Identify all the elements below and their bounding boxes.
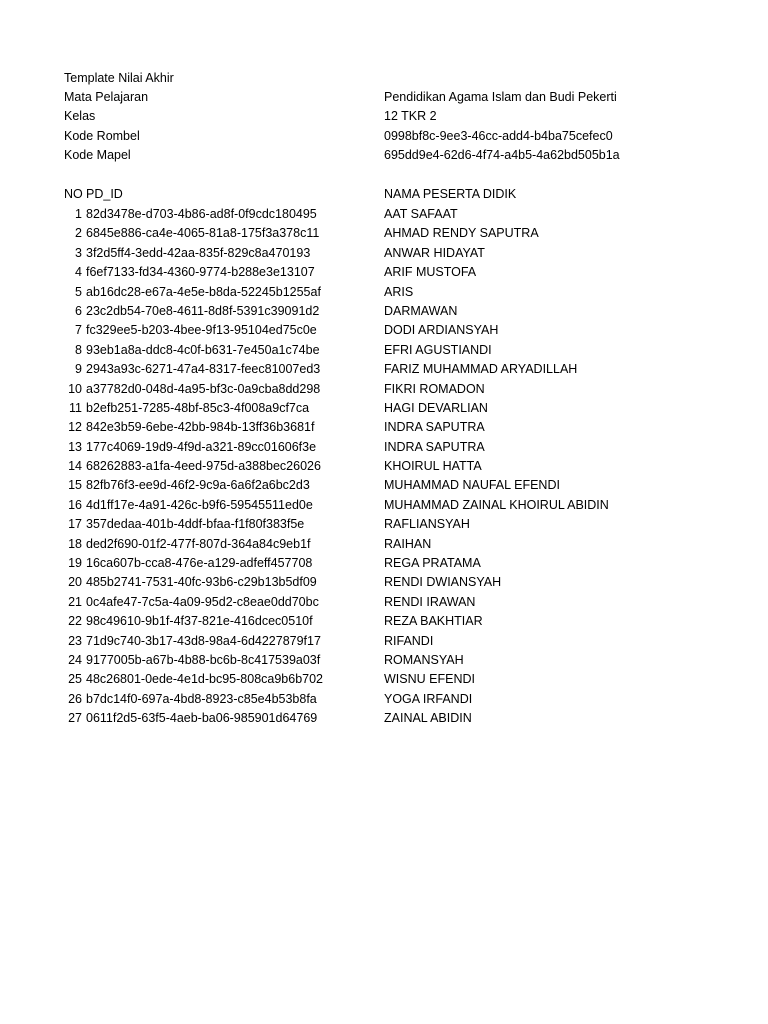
table-row	[0, 438, 768, 457]
row-number: 7	[75, 323, 82, 338]
table-row	[0, 612, 768, 631]
table-row	[0, 515, 768, 534]
row-pd-id: 82d3478e-d703-4b86-ad8f-0f9cdc180495	[86, 207, 317, 221]
table-row	[0, 244, 768, 263]
table-row	[0, 321, 768, 340]
table-row	[0, 457, 768, 476]
row-student-name: KHOIRUL HATTA	[384, 459, 482, 474]
row-student-name: EFRI AGUSTIANDI	[384, 342, 492, 357]
row-number: 19	[68, 556, 82, 571]
row-student-name: REZA BAKHTIAR	[384, 614, 483, 629]
table-row	[0, 554, 768, 573]
table-row	[0, 341, 768, 360]
table-row	[0, 709, 768, 728]
row-student-name: MUHAMMAD ZAINAL KHOIRUL ABIDIN	[384, 497, 609, 512]
row-number: 11	[69, 400, 82, 415]
row-number: 6	[75, 303, 82, 318]
field-label-kode-rombel: Kode Rombel	[64, 129, 140, 143]
column-header-no: NO	[64, 187, 83, 201]
row-pd-id: 71d9c740-3b17-43d8-98a4-6d4227879f17	[86, 633, 321, 648]
table-row	[0, 690, 768, 709]
row-number: 5	[75, 284, 82, 299]
row-pd-id: 98c49610-9b1f-4f37-821e-416dcec0510f	[86, 614, 313, 629]
row-student-name: RAFLIANSYAH	[384, 517, 470, 532]
row-pd-id: 2943a93c-6271-47a4-8317-feec81007ed3	[86, 362, 321, 377]
row-pd-id: 0c4afe47-7c5a-4a09-95d2-c8eae0dd70bc	[86, 594, 319, 609]
row-student-name: RENDI IRAWAN	[384, 594, 476, 609]
table-row	[0, 632, 768, 651]
row-pd-id: 842e3b59-6ebe-42bb-984b-13ff36b3681f	[86, 420, 315, 435]
table-row	[0, 205, 768, 224]
row-student-name: RENDI DWIANSYAH	[384, 575, 502, 590]
field-label-kelas: Kelas	[64, 109, 96, 123]
row-pd-id: 9177005b-a67b-4b88-bc6b-8c417539a03f	[86, 652, 321, 667]
row-pd-id: 23c2db54-70e8-4611-8d8f-5391c39091d2	[86, 303, 320, 318]
row-pd-id: 485b2741-7531-40fc-93b6-c29b13b5df09	[86, 575, 317, 590]
table-row	[0, 360, 768, 379]
document-title: Template Nilai Akhir	[64, 71, 174, 85]
row-pd-id: 93eb1a8a-ddc8-4c0f-b631-7e450a1c74be	[86, 342, 320, 357]
row-number: 23	[68, 633, 82, 648]
table-row	[0, 283, 768, 302]
row-student-name: ARIF MUSTOFA	[384, 265, 477, 280]
row-pd-id: 3f2d5ff4-3edd-42aa-835f-829c8a470193	[86, 245, 311, 260]
row-student-name: YOGA IRFANDI	[384, 691, 473, 706]
table-row	[0, 224, 768, 243]
table-row	[0, 476, 768, 495]
table-row	[0, 496, 768, 515]
table-row	[0, 263, 768, 282]
row-student-name: MUHAMMAD NAUFAL EFENDI	[384, 478, 560, 493]
row-number: 9	[75, 362, 82, 377]
row-number: 16	[68, 497, 82, 512]
column-header-pdid: PD_ID	[86, 187, 123, 201]
row-number: 20	[68, 575, 82, 590]
row-number: 15	[68, 478, 82, 493]
table-row	[0, 380, 768, 399]
table-row	[0, 573, 768, 592]
row-pd-id: b2efb251-7285-48bf-85c3-4f008a9cf7ca	[86, 400, 310, 415]
row-pd-id: ab16dc28-e67a-4e5e-b8da-52245b1255af	[86, 284, 321, 299]
row-student-name: WISNU EFENDI	[384, 672, 475, 687]
row-pd-id: 0611f2d5-63f5-4aeb-ba06-985901d64769	[86, 711, 318, 726]
table-row	[0, 651, 768, 670]
field-label-mata-pelajaran: Mata Pelajaran	[64, 90, 149, 104]
row-number: 4	[75, 265, 82, 280]
row-student-name: DARMAWAN	[384, 303, 458, 318]
table-row	[0, 535, 768, 554]
row-pd-id: ded2f690-01f2-477f-807d-364a84c9eb1f	[86, 536, 311, 551]
table-row	[0, 418, 768, 437]
row-pd-id: 16ca607b-cca8-476e-a129-adfeff457708	[86, 556, 313, 571]
row-pd-id: a37782d0-048d-4a95-bf3c-0a9cba8dd298	[86, 381, 321, 396]
row-student-name: RAIHAN	[384, 536, 432, 551]
table-row	[0, 593, 768, 612]
row-student-name: AHMAD RENDY SAPUTRA	[384, 226, 539, 241]
row-student-name: ANWAR HIDAYAT	[384, 245, 485, 260]
field-value-kelas: 12 TKR 2	[384, 109, 437, 123]
row-pd-id: 48c26801-0ede-4e1d-bc95-808ca9b6b702	[86, 672, 324, 687]
row-number: 13	[68, 439, 82, 454]
row-pd-id: f6ef7133-fd34-4360-9774-b288e3e13107	[86, 265, 315, 280]
row-student-name: RIFANDI	[384, 633, 434, 648]
table-row	[0, 399, 768, 418]
row-student-name: FARIZ MUHAMMAD ARYADILLAH	[384, 362, 578, 377]
row-student-name: DODI ARDIANSYAH	[384, 323, 499, 338]
row-number: 21	[68, 594, 82, 609]
row-student-name: AAT SAFAAT	[384, 207, 458, 221]
row-number: 27	[68, 711, 82, 726]
row-student-name: REGA PRATAMA	[384, 556, 481, 571]
row-student-name: FIKRI ROMADON	[384, 381, 485, 396]
row-number: 1	[75, 207, 82, 221]
student-list	[0, 205, 768, 729]
row-pd-id: 4d1ff17e-4a91-426c-b9f6-59545511ed0e	[86, 497, 313, 512]
row-pd-id: 6845e886-ca4e-4065-81a8-175f3a378c11	[86, 226, 320, 241]
row-number: 2	[75, 226, 82, 241]
row-student-name: ARIS	[384, 284, 414, 299]
row-pd-id: b7dc14f0-697a-4bd8-8923-c85e4b53b8fa	[86, 691, 317, 706]
row-number: 26	[68, 691, 82, 706]
row-number: 14	[68, 459, 82, 474]
row-number: 18	[68, 536, 82, 551]
field-value-kode-mapel: 695dd9e4-62d6-4f74-a4b5-4a62bd505b1a	[384, 148, 620, 162]
field-label-kode-mapel: Kode Mapel	[64, 148, 131, 162]
row-number: 10	[68, 381, 82, 396]
row-number: 17	[68, 517, 82, 532]
row-pd-id: 82fb76f3-ee9d-46f2-9c9a-6a6f2a6bc2d3	[86, 478, 310, 493]
field-value-kode-rombel: 0998bf8c-9ee3-46cc-add4-b4ba75cefec0	[384, 129, 613, 143]
row-pd-id: 68262883-a1fa-4eed-975d-a388bec26026	[86, 459, 321, 474]
row-student-name: ROMANSYAH	[384, 652, 464, 667]
row-number: 25	[68, 672, 82, 687]
table-row	[0, 302, 768, 321]
table-row	[0, 670, 768, 689]
row-number: 8	[75, 342, 82, 357]
row-number: 24	[68, 652, 82, 667]
row-pd-id: 357dedaa-401b-4ddf-bfaa-f1f80f383f5e	[86, 517, 305, 532]
row-student-name: INDRA SAPUTRA	[384, 420, 485, 435]
row-number: 12	[68, 420, 82, 435]
row-number: 3	[75, 245, 82, 260]
column-header-name: NAMA PESERTA DIDIK	[384, 187, 517, 201]
row-student-name: INDRA SAPUTRA	[384, 439, 485, 454]
row-student-name: HAGI DEVARLIAN	[384, 400, 488, 415]
field-value-mata-pelajaran: Pendidikan Agama Islam dan Budi Pekerti	[384, 90, 617, 104]
row-number: 22	[68, 614, 82, 629]
row-pd-id: 177c4069-19d9-4f9d-a321-89cc01606f3e	[86, 439, 317, 454]
row-pd-id: fc329ee5-b203-4bee-9f13-95104ed75c0e	[86, 323, 317, 338]
row-student-name: ZAINAL ABIDIN	[384, 711, 472, 726]
